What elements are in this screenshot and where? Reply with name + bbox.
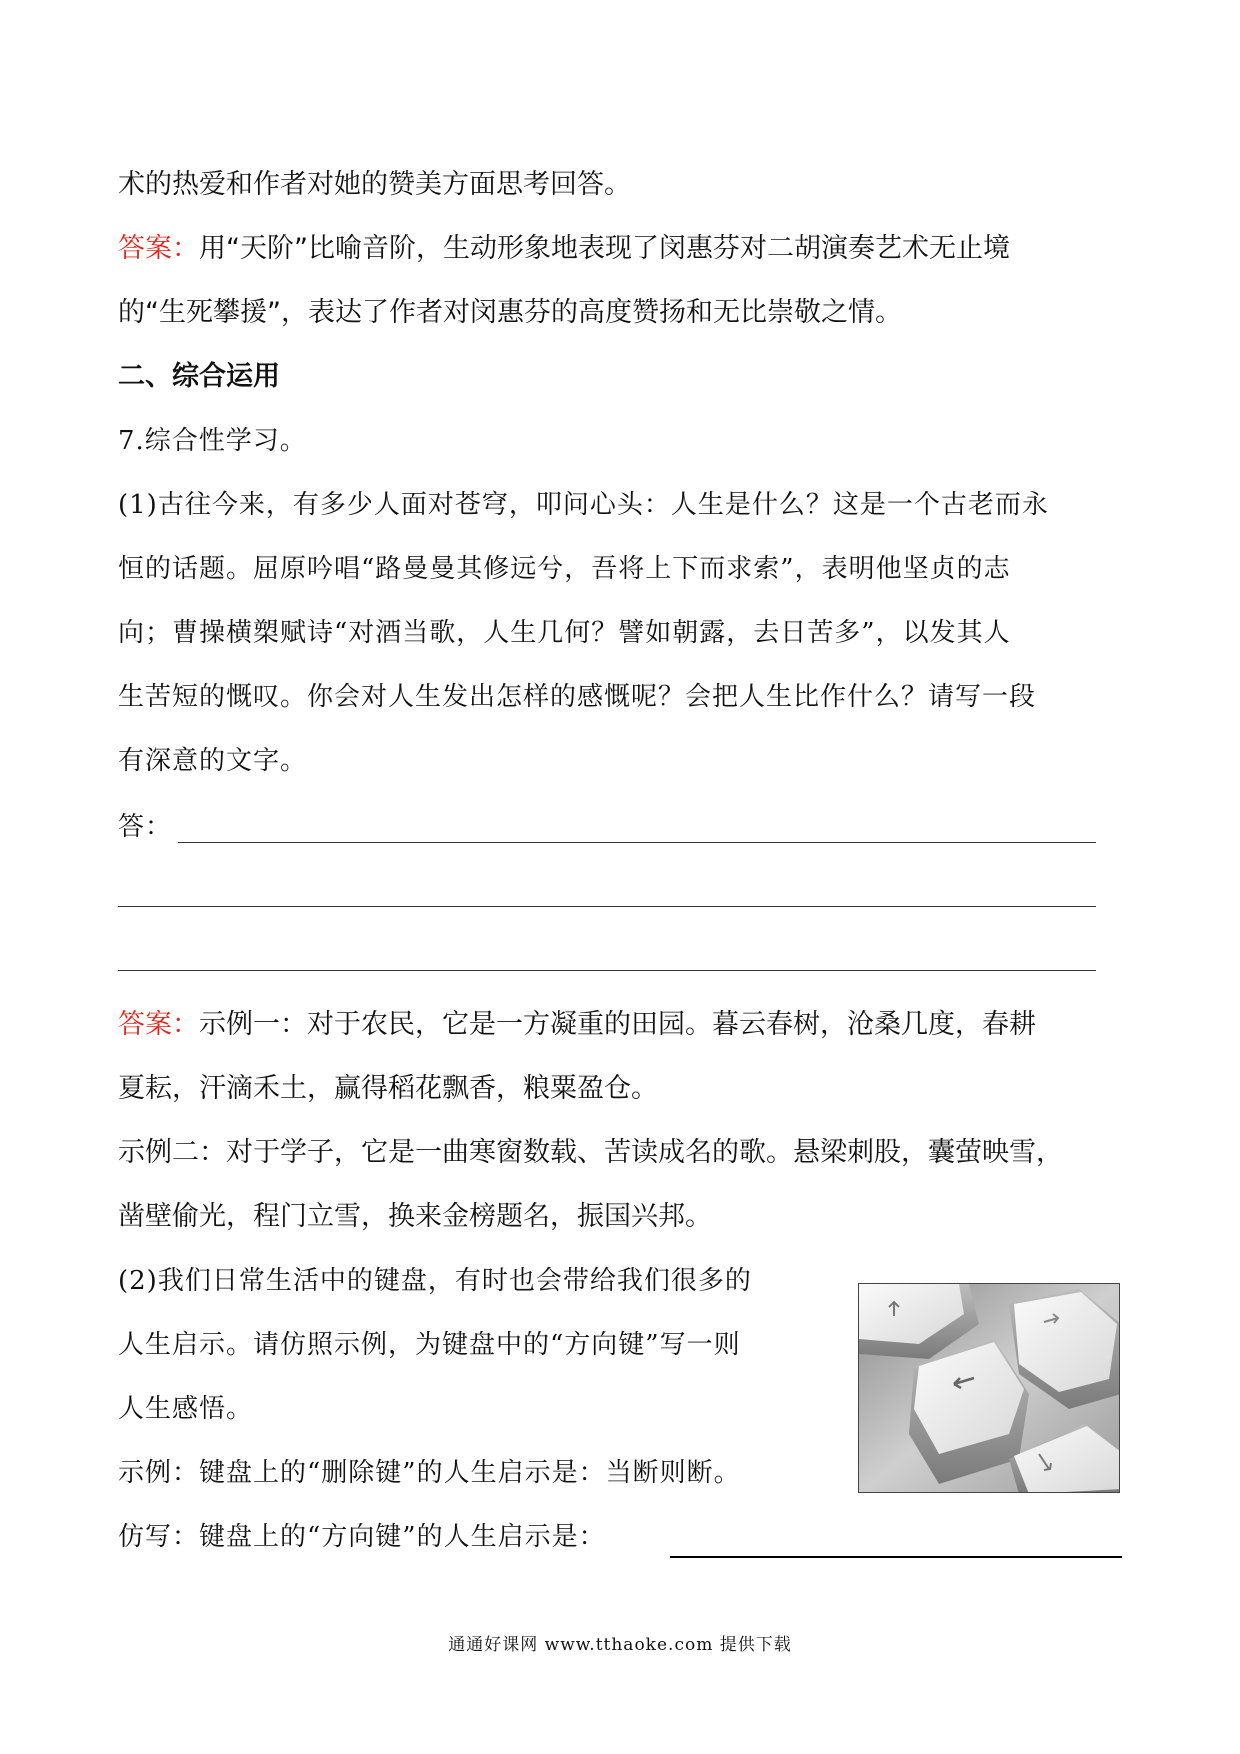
question-7-1-line-5: 有深意的文字。 [118, 746, 308, 776]
example-line: 示例：键盘上的“删除键”的人生启示是：当断则断。 [118, 1458, 741, 1488]
question-7-1-line-4: 生苦短的慨叹。你会对人生发出怎样的感慨呢？会把人生比作什么？请写一段 [118, 682, 1037, 712]
question-7-2-line-1: (2)我们日常生活中的键盘，有时也会带给我们很多的 [118, 1266, 752, 1296]
answer-2-line-3: 示例二：对于学子，它是一曲寒窗数载、苦读成名的歌。悬梁刺股，囊萤映雪， [118, 1137, 1063, 1168]
answer-1-line-2: 的“生死攀援”，表达了作者对闵惠芬的高度赞扬和无比崇敬之情。 [118, 297, 902, 328]
answer-label: 答案： [118, 233, 199, 264]
question-7-1-line-3: 向；曹操横槊赋诗“对酒当歌，人生几何？譬如朝露，去日苦多”，以发其人 [118, 618, 1011, 648]
answer-text: 用“天阶”比喻音阶，生动形象地表现了闵惠芬对二胡演奏艺术无止境 [199, 233, 1010, 264]
answer-2-line-1 [118, 1005, 1036, 1045]
question-7-1-line-2: 恒的话题。屈原吟唱“路曼曼其修远兮，吾将上下而求索”，表明他坚贞的志 [118, 554, 1011, 584]
answer-blank-line-1[interactable] [178, 842, 1096, 843]
answer-text: 示例一：对于农民，它是一方凝重的田园。暮云春树，沧桑几度，春耕 [199, 1009, 1036, 1040]
question-7-2-line-2: 人生启示。请仿照示例，为键盘中的“方向键”写一则 [118, 1330, 741, 1360]
answer-2-line-2: 夏耘，汗滴禾土，赢得稻花飘香，粮粟盈仓。 [118, 1073, 658, 1104]
imitate-line: 仿写：键盘上的“方向键”的人生启示是： [118, 1522, 606, 1552]
section-heading: 二、综合运用 [118, 361, 280, 392]
answer-blank-line-3[interactable] [118, 970, 1096, 971]
paragraph-line: 术的热爱和作者对她的赞美方面思考回答。 [118, 169, 631, 200]
question-7-1-line-1: (1)古往今来，有多少人面对苍穹，叩问心头：人生是什么？这是一个古老而永 [118, 490, 1049, 520]
imitate-blank-line[interactable] [670, 1556, 1122, 1558]
answer-prompt: 答： [118, 812, 173, 842]
question-7-2-line-3: 人生感悟。 [118, 1394, 254, 1424]
page-footer: 通通好课网 www.tthaoke.com 提供下载 [448, 1635, 792, 1655]
answer-label: 答案： [118, 1009, 199, 1040]
question-7-title: 7.综合性学习。 [118, 426, 307, 456]
answer-1-line-1 [118, 229, 1010, 269]
answer-blank-line-2[interactable] [118, 906, 1096, 907]
keyboard-arrow-keys-image [858, 1283, 1120, 1493]
answer-2-line-4: 凿壁偷光，程门立雪，换来金榜题名，振国兴邦。 [118, 1201, 712, 1232]
keyboard-illustration [859, 1284, 1120, 1493]
